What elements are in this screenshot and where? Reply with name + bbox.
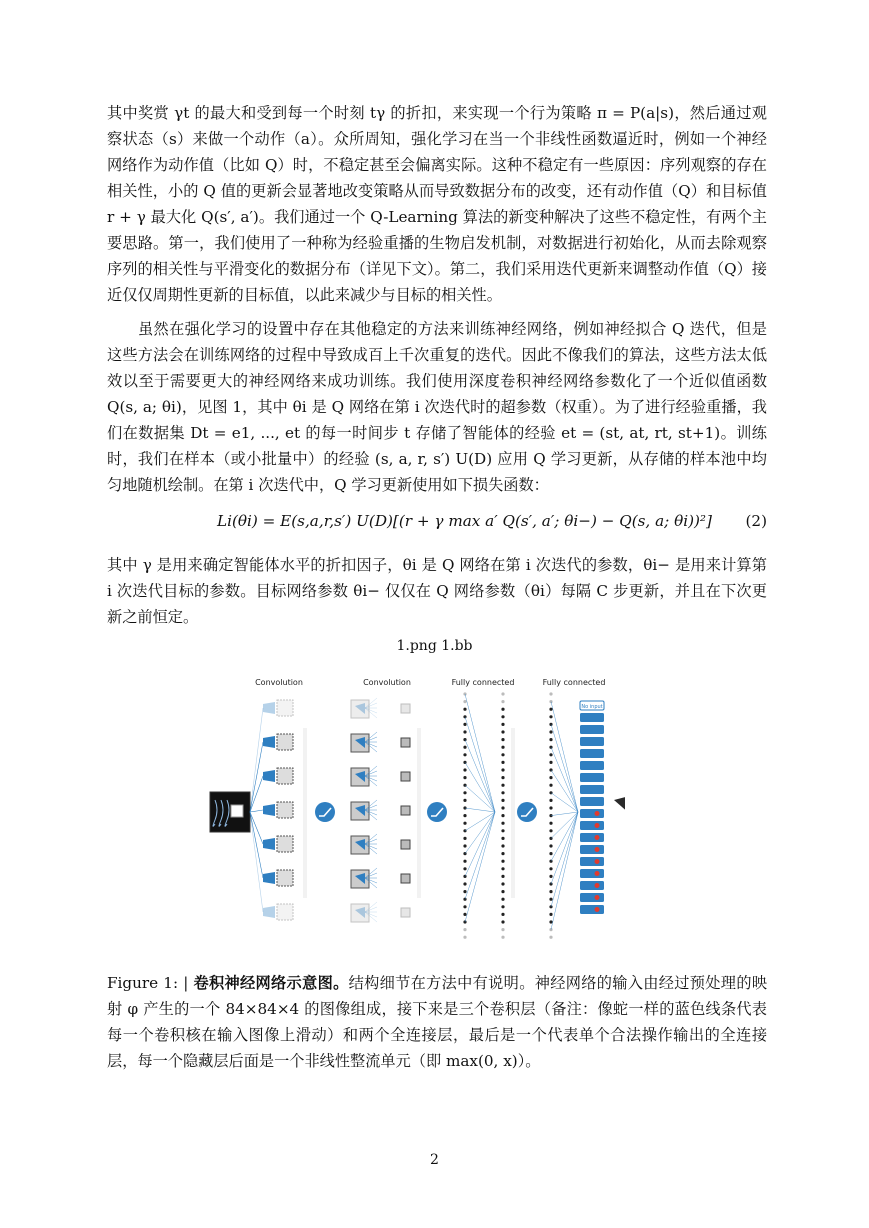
fc2-unit — [549, 806, 552, 809]
output-action — [580, 749, 604, 758]
conv2-feature-map — [401, 840, 410, 849]
conv1-connection — [250, 742, 263, 812]
fc1-unit — [463, 844, 466, 847]
conv2-feature-map — [401, 806, 410, 815]
fc1-unit — [463, 822, 466, 825]
fc1-unit — [501, 708, 504, 711]
conv1-connection — [250, 810, 263, 812]
fc1-unit — [463, 768, 466, 771]
layer-label-fc1: Fully connected — [451, 678, 515, 687]
fc1-unit — [501, 852, 504, 855]
fc1-unit — [501, 860, 504, 863]
fc1-unit — [463, 875, 466, 878]
fc1-unit — [463, 791, 466, 794]
conv1-feature-map — [277, 700, 293, 716]
fc2-unit — [549, 784, 552, 787]
fc1-unit — [501, 799, 504, 802]
relu-unit-1 — [315, 802, 335, 822]
fc1-unit — [501, 806, 504, 809]
fc1-unit — [463, 799, 466, 802]
fc1-unit — [463, 753, 466, 756]
conv2-feature-map — [401, 738, 410, 747]
output-fire-dot — [595, 883, 600, 888]
conv2-feature-map — [401, 874, 410, 883]
output-action — [580, 845, 604, 854]
fc1-unit — [501, 920, 504, 923]
layer-label-conv1: Convolution — [255, 678, 303, 687]
output-fire-dot — [595, 895, 600, 900]
fc1-unit — [501, 768, 504, 771]
fc1-unit — [501, 715, 504, 718]
fc2-unit — [549, 753, 552, 756]
fc2-connection — [551, 770, 578, 812]
output-fire-dot — [595, 847, 600, 852]
conv2-feature-map — [401, 908, 410, 917]
fc1-unit — [463, 867, 466, 870]
fc1-connection — [465, 785, 495, 812]
fc1-unit — [501, 822, 504, 825]
input-image-window — [231, 805, 243, 817]
output-action — [580, 869, 604, 878]
output-action — [580, 821, 604, 830]
relu-unit-3 — [517, 802, 537, 822]
fc2-connection — [551, 812, 578, 816]
fc1-unit — [501, 746, 504, 749]
output-action — [580, 773, 604, 782]
output-no-input-label: No input — [581, 704, 603, 710]
output-action — [580, 905, 604, 914]
fc2-unit — [549, 852, 552, 855]
fc1-unit — [463, 700, 466, 703]
fc1-unit — [463, 738, 466, 741]
paragraph-2: 虽然在强化学习的设置中存在其他稳定的方法来训练神经网络，例如神经拟合 Q 迭代，但是这些方法会在训练网络的过程中导致成百上千次重复的迭代。因此不像我们的算法，这些方法太低效以至于需要更大的神经网络来成功训练。我们使用深度卷积神经网络参数化了一个近似值函数 Q(s, a; θi)，见图 1，其中 θi 是 Q 网络在第 i 次迭代时的超参数（权重）。为了进行经验重播，我们在数据集 Dt = e1, ..., et 的每一时间步 t 存储了智能体的经验 et = (st, at, rt, st+1)。训练时，我们在样本（或小批量中）的经验 (s, a, r, s′) U(D) 应用 Q 学习更新，从存储的样本池中均匀地随机绘制。在第 i 次迭代中，Q 学习更新使用如下损失函数： — [107, 320, 767, 494]
fc1-unit — [463, 905, 466, 908]
output-action — [580, 857, 604, 866]
fc1-unit — [463, 837, 466, 840]
output-action — [580, 725, 604, 734]
fc1-unit — [501, 844, 504, 847]
fc1-unit — [463, 882, 466, 885]
caption-bold: 卷积神经网络示意图。 — [193, 974, 349, 992]
fc1-unit — [501, 913, 504, 916]
fc1-unit — [501, 761, 504, 764]
fc1-unit — [501, 928, 504, 931]
fc1-connection — [465, 717, 495, 812]
caption-text: 结构细节在方法中有说明。神经网络的输入由经过预处理的映射 φ 产生的一个 84×84×4 的图像组成，接下来是三个卷积层（备注：像蛇一样的蓝色线条代表每一个卷积核在输入图像上滑动）和两个全连接层，最后是一个代表单个合法操作输出的全连接层，每一个隐藏层后面是一个非线性整流单元（即 max(0, x)）。 — [107, 974, 768, 1070]
fc2-unit — [549, 867, 552, 870]
fc2-unit — [549, 905, 552, 908]
output-fire-dot — [595, 811, 600, 816]
paragraph-1: 其中奖赏 γt 的最大和受到每一个时刻 tγ 的折扣，来实现一个行为策略 π = P(a|s)，然后通过观察状态（s）来做一个动作（a）。众所周知，强化学习在当一个非线性函数逼近时，例如一个神经网络作为动作值（比如 Q）时，不稳定甚至会偏离实际。这种不稳定有一些原因：序列观察的存在相关性，小的 Q 值的更新会显著地改变策略从而导致数据分布的改变，还有动作值（Q）和目标值 r + γ 最大化 Q(s′, a′)。我们通过一个 Q-Learning 算法的新变种解决了这些不稳定性，有两个主要思路。第一，我们使用了一种称为经验重播的生物启发机制，对数据进行初始化，从而去除观察序列的相关性与平滑变化的数据分布（详见下文）。第二，我们采用迭代更新来调整动作值（Q）接近仅仅周期性更新的目标值，以此来减少与目标的相关性。 — [107, 104, 767, 304]
paragraph-3: 其中 γ 是用来确定智能体水平的折扣因子，θi 是 Q 网络在第 i 次迭代的参数，θi− 是用来计算第 i 次迭代目标的参数。目标网络参数 θi− 仅仅在 Q 网络参数（θi）每隔 C 步更新，并且在下次更新之前恒定。 — [107, 556, 767, 626]
fc2-connection — [551, 812, 578, 907]
fc1-connection — [465, 812, 495, 854]
conv2-feature-map — [401, 772, 410, 781]
output-action — [580, 713, 604, 722]
conv1-feature-map — [277, 870, 293, 886]
fc2-connection — [551, 812, 578, 930]
output-action — [580, 893, 604, 902]
fc1-unit — [501, 875, 504, 878]
layer-label-fc2: Fully connected — [542, 678, 606, 687]
fc2-unit — [549, 700, 552, 703]
figure-caption — [107, 970, 767, 1074]
conv1-feature-map — [277, 836, 293, 852]
fc1-unit — [463, 928, 466, 931]
fc2-unit — [549, 890, 552, 893]
figure-title: 1.png 1.bb — [396, 638, 473, 654]
output-fire-dot — [595, 907, 600, 912]
fc2-connection — [551, 812, 578, 861]
fc1-unit — [463, 829, 466, 832]
equation-number: (2) — [745, 512, 767, 530]
conv1-kernel — [263, 872, 275, 884]
fc1-unit — [463, 890, 466, 893]
fc2-unit — [549, 799, 552, 802]
conv1-connection — [250, 708, 263, 812]
fc1-unit — [463, 814, 466, 817]
fc2-connection — [551, 812, 578, 838]
relu-unit-2 — [427, 802, 447, 822]
input-image — [210, 792, 250, 832]
fc1-unit — [501, 784, 504, 787]
fc2-connection — [551, 812, 578, 884]
fc1-unit — [463, 860, 466, 863]
conv1-connection — [250, 812, 263, 878]
conv1-kernel — [263, 770, 275, 782]
fc2-unit — [549, 875, 552, 878]
conv2-feature-map — [401, 704, 410, 713]
output-action — [580, 797, 604, 806]
fc1-unit — [501, 867, 504, 870]
fc2-unit — [549, 829, 552, 832]
fc2-unit — [549, 822, 552, 825]
fc2-unit — [549, 746, 552, 749]
fc1-unit — [501, 890, 504, 893]
conv1-kernel — [263, 804, 275, 816]
fc1-unit — [501, 730, 504, 733]
fc1-connection — [465, 694, 495, 812]
output-action — [580, 881, 604, 890]
fc1-unit — [501, 829, 504, 832]
fc1-unit — [501, 814, 504, 817]
conv1-kernel — [263, 906, 275, 918]
fc1-unit — [501, 692, 504, 695]
fc1-connection — [465, 808, 495, 812]
output-action — [580, 809, 604, 818]
fc2-unit — [549, 738, 552, 741]
fc1-unit — [463, 776, 466, 779]
fc1-unit — [463, 913, 466, 916]
network-diagram — [205, 672, 625, 948]
fc1-connection — [465, 762, 495, 812]
layer-label-conv2: Convolution — [363, 678, 411, 687]
output-action — [580, 737, 604, 746]
output-fire-dot — [595, 823, 600, 828]
fc1-unit — [501, 776, 504, 779]
figure-1 — [205, 672, 625, 948]
fc2-unit — [549, 913, 552, 916]
fc1-unit — [501, 936, 504, 939]
separator — [417, 728, 421, 898]
fc2-unit — [549, 708, 552, 711]
output-fire-dot — [595, 835, 600, 840]
equation-2 — [107, 512, 767, 542]
joystick-base — [614, 792, 625, 814]
caption-prefix: Figure 1: | — [107, 974, 194, 992]
output-fire-dot — [595, 859, 600, 864]
fc1-unit — [463, 708, 466, 711]
fc2-unit — [549, 776, 552, 779]
separator — [303, 728, 307, 898]
fc2-unit — [549, 692, 552, 695]
conv1-feature-map — [277, 768, 293, 784]
fc2-unit — [549, 936, 552, 939]
fc1-connection — [465, 812, 495, 899]
conv1-kernel — [263, 702, 275, 714]
fc1-unit — [501, 898, 504, 901]
fc1-unit — [463, 936, 466, 939]
fc2-connection — [551, 724, 578, 812]
fc1-unit — [501, 791, 504, 794]
fc1-unit — [463, 723, 466, 726]
conv1-kernel — [263, 736, 275, 748]
conv1-connection — [250, 812, 263, 912]
conv1-kernel — [263, 838, 275, 850]
output-action — [580, 833, 604, 842]
fc1-unit — [463, 746, 466, 749]
fc1-unit — [501, 882, 504, 885]
output-action — [580, 785, 604, 794]
conv1-feature-map — [277, 802, 293, 818]
output-fire-dot — [595, 871, 600, 876]
fc1-unit — [501, 837, 504, 840]
conv1-feature-map — [277, 734, 293, 750]
fc2-unit — [549, 844, 552, 847]
equation-body: Li(θi) = E(s,a,r,s′) U(D)[(r + γ max a′ Q(s′, a′; θi−) − Q(s, a; θi))²] — [217, 512, 712, 530]
fc2-unit — [549, 898, 552, 901]
fc2-unit — [549, 761, 552, 764]
fc1-unit — [501, 753, 504, 756]
output-action — [580, 761, 604, 770]
fc2-unit — [549, 715, 552, 718]
fc1-unit — [501, 738, 504, 741]
fc1-unit — [501, 723, 504, 726]
fc1-unit — [463, 730, 466, 733]
fc1-unit — [501, 700, 504, 703]
page-number: 2 — [430, 1152, 439, 1168]
fc1-connection — [465, 740, 495, 812]
fc2-unit — [549, 920, 552, 923]
fc1-unit — [501, 905, 504, 908]
conv1-feature-map — [277, 904, 293, 920]
fc2-unit — [549, 730, 552, 733]
separator — [511, 728, 515, 898]
